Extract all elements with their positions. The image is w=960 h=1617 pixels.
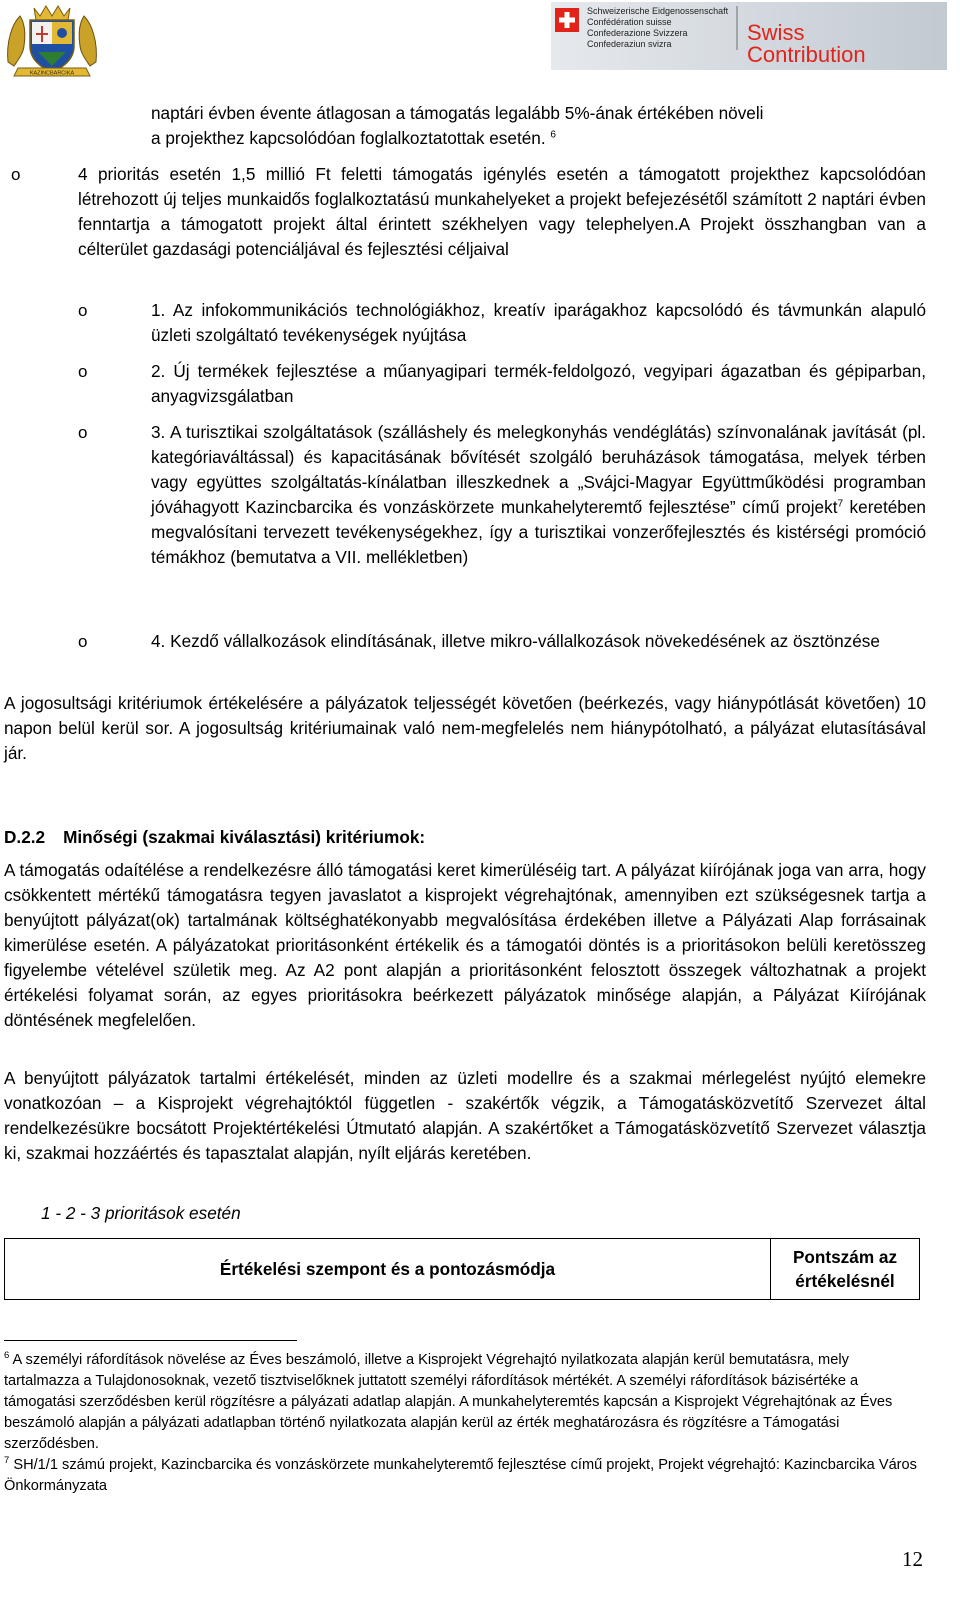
bullet-marker: o <box>11 165 21 184</box>
svg-text:Confederaziun svizra: Confederaziun svizra <box>587 39 672 49</box>
kazincbarcika-crest-logo <box>4 2 100 80</box>
swiss-contribution-logo <box>551 2 947 70</box>
table-header-score: Pontszám az értékelésnél <box>792 1247 898 1291</box>
footnote-ref-6[interactable]: 6 <box>550 129 556 141</box>
sub-item-3-text-b: keretében megvalósítani tervezett tevékenységekhez, így a turisztikai vonzerőfejlesztés és kistérségi promóció témákhoz (bemutatva a VII. mellékletben) <box>151 497 926 567</box>
sub-item-3-text-a: 3. A turisztikai szolgáltatások (szálláshely és melegkonyhás vendéglátás) színvonalának javítását (pl. kategóriaváltással) és kapacitásának bővítését szolgáló beruházások támogatása, melyek térben vagy együttes szolgáltatás-kínálatban illeszkednek a „Svájci-Magyar Együttműködési programban jóváhagyott Kazincbarcika és vonzáskörzete munkahelyteremtő fejlesztése” című projekt <box>151 422 926 517</box>
continuation-line-2: a projekthez kapcsolódóan foglalkoztatottak esetén. <box>151 128 546 148</box>
eligibility-paragraph: A jogosultsági kritériumok értékelésére a pályázatok teljességét követően (beérkezés, vagy hiánypótlását követően) 10 napon belül kerül sor. A jogosultság kritériumainak való nem-megfelelés nem hiánypótolható, a pályázat elutasításával jár. <box>4 693 926 763</box>
sub-item-4: 4. Kezdő vállalkozások elindításának, illetve mikro-vállalkozások növekedésének az ösztönzése <box>151 631 880 651</box>
bullet-marker: o <box>78 301 88 320</box>
sub-item-2: 2. Új termékek fejlesztése a műanyagipari termék-feldolgozó, vegyipari ágazatban és gépiparban, anyagvizsgálatban <box>151 361 926 406</box>
svg-text:KAZINCBARCIKA: KAZINCBARCIKA <box>29 70 75 77</box>
sub-item-3 <box>151 420 926 570</box>
section-title: Minőségi (szakmai kiválasztási) kritériumok: <box>63 827 426 847</box>
evaluation-paragraph: A benyújtott pályázatok tartalmi értékelését, minden az üzleti modellre és a szakmai mérlegelést nyújtó elemekre vonatkozóan – a Kisprojekt végrehajtóktól független - szakértők végzik, a Támogatásközvetítő Szervezet által rendelkezésükre bocsátott Projektértékelési Útmutató alapján. A szakértőket a Támogatásközvetítő Szervezet választja ki, szakmai hozzáértés és tapasztalat alapján, nyílt eljárás keretében. <box>4 1068 926 1163</box>
footnote-7: $^7$ SH/1/1 számú projekt, Kazincbarcika és vonzáskörzete munkahelyteremtő fejlesztése című projekt, Projekt végrehajtó: Kazincbarcika Város Önkormányzata <box>4 1455 917 1494</box>
svg-text:Confédération suisse: Confédération suisse <box>587 17 672 27</box>
evaluation-table-header <box>4 1238 920 1300</box>
svg-text:Contribution: Contribution <box>747 42 866 67</box>
page-header <box>0 0 960 86</box>
continuation-line-1: naptári évben évente átlagosan a támogatás legalább 5%-ának értékében növeli <box>151 103 764 123</box>
page-number: 12 <box>902 1547 923 1571</box>
support-paragraph: A támogatás odaítélése a rendelkezésre álló támogatási keret kimerüléséig tart. A pályázat kiírójának joga van arra, hogy csökkentett mértékű támogatásra tegyen javaslatot a kisprojekt végrehajtónak, amennyiben ezt szükségesnek tartja a benyújtott pályázat(ok) tartalmának költséghatékonyabb megvalósítása érdekében illetve a Pályázati Alap forrásainak kimerülése esetén. A pályázatokat prioritásonként értékelik és a támogatói döntés is a prioritásokon belüli keretösszeg figyelembe vételével születik meg. Az A2 pont alapján a prioritásonként felosztott összegek változhatnak a projekt értékelési folyamat során, az egyes prioritásokra beérkezett pályázatok minősége alapján, a Pályázat Kiírójának döntésének megfelelően. <box>4 860 926 1030</box>
svg-text:Schweizerische Eidgenossenscha: Schweizerische Eidgenossenschaft <box>587 6 729 16</box>
svg-text:Swiss: Swiss <box>747 20 805 45</box>
svg-text:Confederazione Svizzera: Confederazione Svizzera <box>587 28 688 38</box>
bullet-marker: o <box>78 632 88 651</box>
bullet-marker: o <box>78 423 88 442</box>
section-number: D.2.2 <box>4 827 46 847</box>
footnote-ref-7[interactable]: 7 <box>837 498 844 510</box>
footnote-divider <box>4 1340 297 1341</box>
sub-item-1: 1. Az infokommunikációs technológiákhoz, kreatív iparágakhoz kapcsolódó és távmunkán alapuló üzleti szolgáltató tevékenységek nyújtása <box>151 300 926 345</box>
continuation-paragraph <box>151 101 926 151</box>
table-header-criteria: Értékelési szempont és a pontozásmódja <box>5 1239 771 1299</box>
priority-4-paragraph: 4 prioritás esetén 1,5 millió Ft feletti támogatás igénylés esetén a támogatott projekthez kapcsolódóan létrehozott új teljes munkaidős foglalkoztatású munkahelyeket a projekt befejezésétől számított 2 naptári évben fenntartja a támogatott projekt által érintett székhelyen vagy telephelyen.A Projekt összhangban van a célterület gazdasági potenciáljával és fejlesztési céljaival <box>78 164 926 259</box>
section-heading-d22 <box>4 825 425 850</box>
bullet-marker: o <box>78 362 88 381</box>
priorities-caption: 1 - 2 - 3 prioritások esetén <box>41 1203 241 1223</box>
footnote-6: $^6$ A személyi ráfordítások növelése az Éves beszámoló, illetve a Kisprojekt Végrehajtó nyilatkozata alapján kerül bemutatásra, mely tartalmazza a Tulajdonosoknak, vezető tisztviselőknek juttatott személyi ráfordítások mértékét. A személyi ráfordítások bázisértéke a támogatási szerződésben kerül rögzítésre a pályázati adatlap alapján. A munkahelyteremtés kapcsán a Kisprojekt Végrehajtónak az Éves beszámoló alapján a pályázati adatlapban történő nyilatkozata alapján kerül az érték meghatározásra és rögzítésre a Támogatási szerződésben. <box>4 1350 893 1452</box>
